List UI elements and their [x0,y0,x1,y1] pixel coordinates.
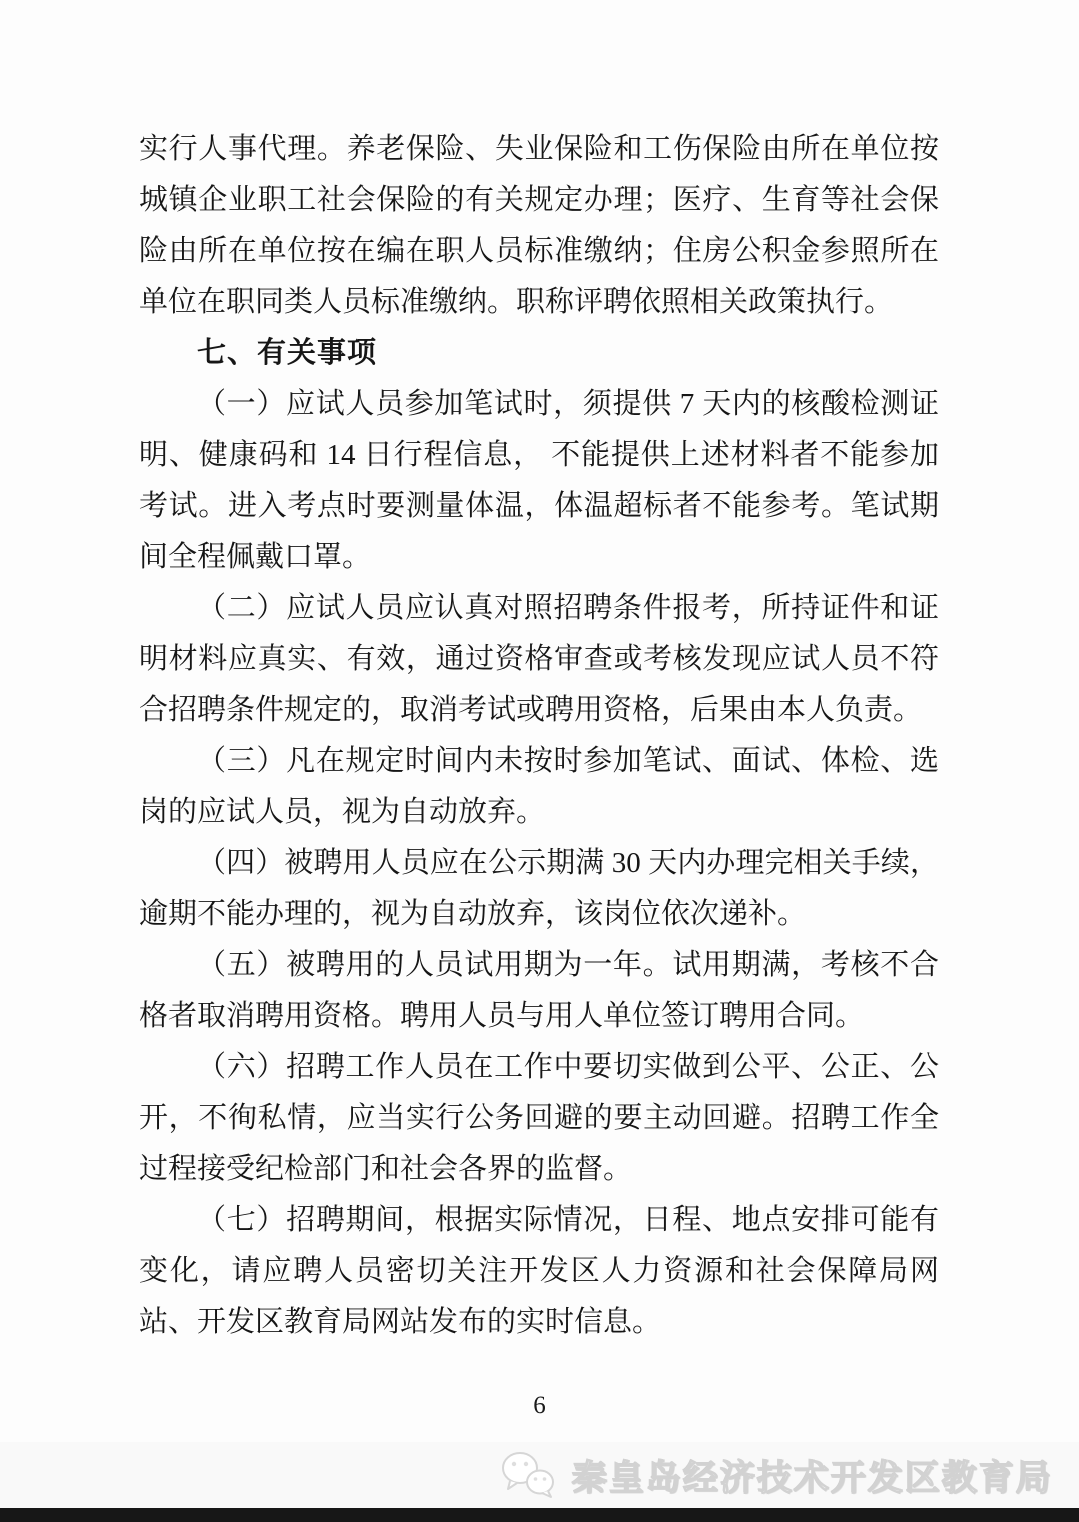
footer-watermark [498,1448,1053,1504]
section-heading: 七、有关事项 [197,337,378,369]
paragraph-item-1: （一）应试人员参加笔试时，须提供 7 天内的核酸检测证明、健康码和 14 日行程信息， 不能提供上述材料者不能参加考试。进入考点时要测量体温，体温超标者不能参考。笔试期间全程佩戴口罩。 [139,388,939,573]
paragraph-item-5: （五）被聘用的人员试用期为一年。试用期满，考核不合格者取消聘用资格。聘用人员与用人单位签订聘用合同。 [139,949,939,1032]
paragraph-continuation: 实行人事代理。养老保险、失业保险和工伤保险由所在单位按城镇企业职工社会保险的有关规定办理；医疗、生育等社会保险由所在单位按在编在职人员标准缴纳；住房公积金参照所在单位在职同类人员标准缴纳。职称评聘依照相关政策执行。 [139,133,939,318]
paragraph-item-7: （七）招聘期间，根据实际情况，日程、地点安排可能有变化，请应聘人员密切关注开发区人力资源和社会保障局网站、开发区教育局网站发布的实时信息。 [139,1204,939,1338]
paragraph-item-4: （四）被聘用人员应在公示期满 30 天内办理完相关手续，逾期不能办理的，视为自动放弃，该岗位依次递补。 [139,847,939,930]
page-number: 6 [533,1392,546,1419]
paragraph-item-3: （三）凡在规定时间内未按时参加笔试、面试、体检、选岗的应试人员，视为自动放弃。 [139,745,939,828]
document-body [139,124,939,1348]
bottom-bar [0,1508,1079,1522]
paragraph-item-2: （二）应试人员应认真对照招聘条件报考，所持证件和证明材料应真实、有效，通过资格审查或考核发现应试人员不符合招聘条件规定的，取消考试或聘用资格，后果由本人负责。 [139,592,939,726]
wechat-icon [498,1449,558,1504]
watermark-text: 秦皇岛经济技术开发区教育局 [571,1459,1053,1498]
paragraph-item-6: （六）招聘工作人员在工作中要切实做到公平、公正、公开，不徇私情，应当实行公务回避的要主动回避。招聘工作全过程接受纪检部门和社会各界的监督。 [139,1051,939,1185]
